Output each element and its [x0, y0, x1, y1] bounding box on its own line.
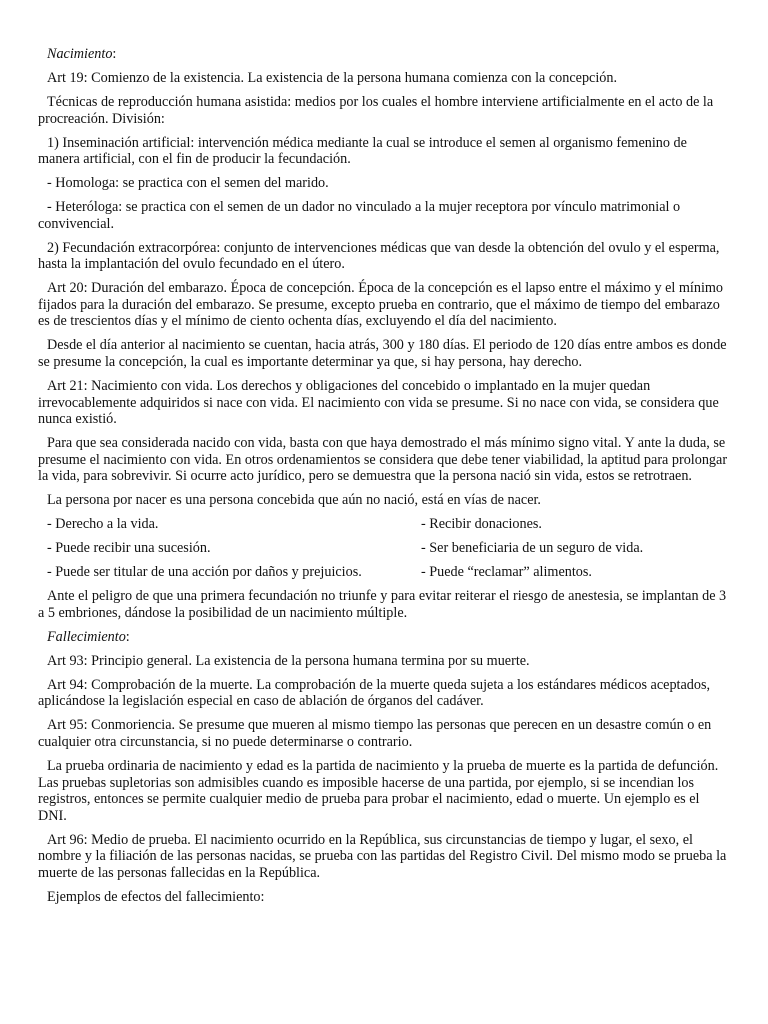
paragraph-born-alive: Para que sea considerada nacido con vida, basta con que haya demostrado el más mínimo signo vital. Y ante la duda, se presume el nacimiento con vida. En otros ordenamientos se considera que debe tener viabilidad, la aptitud para prolongar la vida, para sobrevivir. Si ocurre acto jurídico, pero se demuestra que la persona nació sin vida, estos se retrotraen. [38, 435, 728, 485]
rights-item-left: - Derecho a la vida. [47, 516, 159, 533]
paragraph-conception-period: Desde el día anterior al nacimiento se cuentan, hacia atrás, 300 y 180 días. El periodo de 120 días entre ambos es donde se presume la concepción, la cual es importante determinar ya que, si hay persona, hay derecho. [38, 337, 727, 371]
paragraph-art-94: Art 94: Comprobación de la muerte. La comprobación de la muerte queda sujeta a los estándares médicos aceptados, aplicándose la legislación especial en caso de ablación de órganos del cadáver. [38, 676, 711, 710]
section-heading-birth [38, 46, 728, 63]
section-heading-death-colon: : [125, 628, 130, 645]
paragraph-assisted-reproduction: Técnicas de reproducción humana asistida: medios por los cuales el hombre interviene artificialmente en el acto de la procreación. División: [38, 93, 714, 127]
paragraph-art-21: Art 21: Nacimiento con vida. Los derechos y obligaciones del concebido o implantado en la mujer quedan irrevocablemente adquiridos si nace con vida. El nacimiento con vida se presume. Si no nace con vida, se considera que nunca existió. [38, 378, 719, 428]
paragraph-art-95: Art 95: Conmoriencia. Se presume que mueren al mismo tiempo las personas que perecen en un desastre común o en cualquier otra circunstancia, si no puede determinarse o contrario. [38, 717, 712, 751]
list-item-homologous: - Homologa: se practica con el semen del marido. [47, 175, 329, 192]
paragraph-art-96: Art 96: Medio de prueba. El nacimiento ocurrido en la República, sus circunstancias de tiempo y lugar, el sexo, el nombre y la filiación de las personas nacidas, se prueba con las partidas del Registro Civil. Del mismo modo se prueba la muerte de las personas fallecidas en la República. [38, 831, 727, 881]
rights-item-right: - Puede “reclamar” alimentos. [421, 564, 592, 581]
paragraph-art-20: Art 20: Duración del embarazo. Época de concepción. Época de la concepción es el lapso entre el máximo y el mínimo fijados para la duración del embarazo. Se presume, excepto prueba en contrario, que el máximo de tiempo del embarazo es de trescientos días y el mínimo de ciento ochenta días, excluyendo el día del nacimiento. [38, 280, 724, 330]
paragraph-artificial-insemination: 1) Inseminación artificial: intervención médica mediante la cual se introduce el semen al organismo femenino de manera artificial, con el fin de producir la fecundación. [38, 134, 687, 168]
paragraph-art-19: Art 19: Comienzo de la existencia. La existencia de la persona humana comienza con la concepción. [47, 69, 618, 86]
section-heading-death [38, 629, 728, 646]
paragraph-art-93: Art 93: Principio general. La existencia de la persona humana termina por su muerte. [47, 652, 530, 669]
paragraph-extracorporeal-fertilization: 2) Fecundación extracorpórea: conjunto de intervenciones médicas que van desde la obtención del ovulo y el esperma, hasta la implantación del ovulo fecundado en el útero. [38, 239, 720, 273]
paragraph-unborn-person: La persona por nacer es una persona concebida que aún no nació, está en vías de nacer. [47, 492, 541, 509]
section-heading-death-text: Fallecimiento [47, 628, 126, 645]
list-item-heterologous: - Heteróloga: se practica con el semen de un dador no vinculado a la mujer receptora por vínculo matrimonial o convivencial. [38, 199, 681, 232]
rights-row [38, 516, 728, 533]
paragraph-death-effects-intro: Ejemplos de efectos del fallecimiento: [47, 888, 265, 905]
section-heading-birth-text: Nacimiento [47, 46, 113, 62]
paragraph-multiple-embryos: Ante el peligro de que una primera fecundación no triunfe y para evitar reiterar el riesgo de anestesia, se implantan de 3 a 5 embriones, dándose la posibilidad de un nacimiento múltiple. [38, 588, 727, 621]
rights-item-right: - Ser beneficiaria de un seguro de vida. [421, 540, 644, 557]
rights-item-left: - Puede ser titular de una acción por daños y prejuicios. [47, 564, 362, 581]
document-page [38, 46, 728, 913]
rights-item-right: - Recibir donaciones. [421, 516, 542, 533]
rights-row [38, 540, 728, 557]
section-heading-birth-colon: : [112, 46, 117, 62]
rights-row [38, 564, 728, 581]
paragraph-proof-of-birth-death: La prueba ordinaria de nacimiento y edad es la partida de nacimiento y la prueba de muerte es la partida de defunción. Las pruebas supletorias son admisibles cuando es imposible hacerse de una partida, por ejemplo, si se incendian los registros, entonces se permite cualquier medio de prueba para probar el nacimiento, edad o muerte. Un ejemplo es el DNI. [38, 758, 719, 824]
rights-item-left: - Puede recibir una sucesión. [47, 540, 211, 557]
